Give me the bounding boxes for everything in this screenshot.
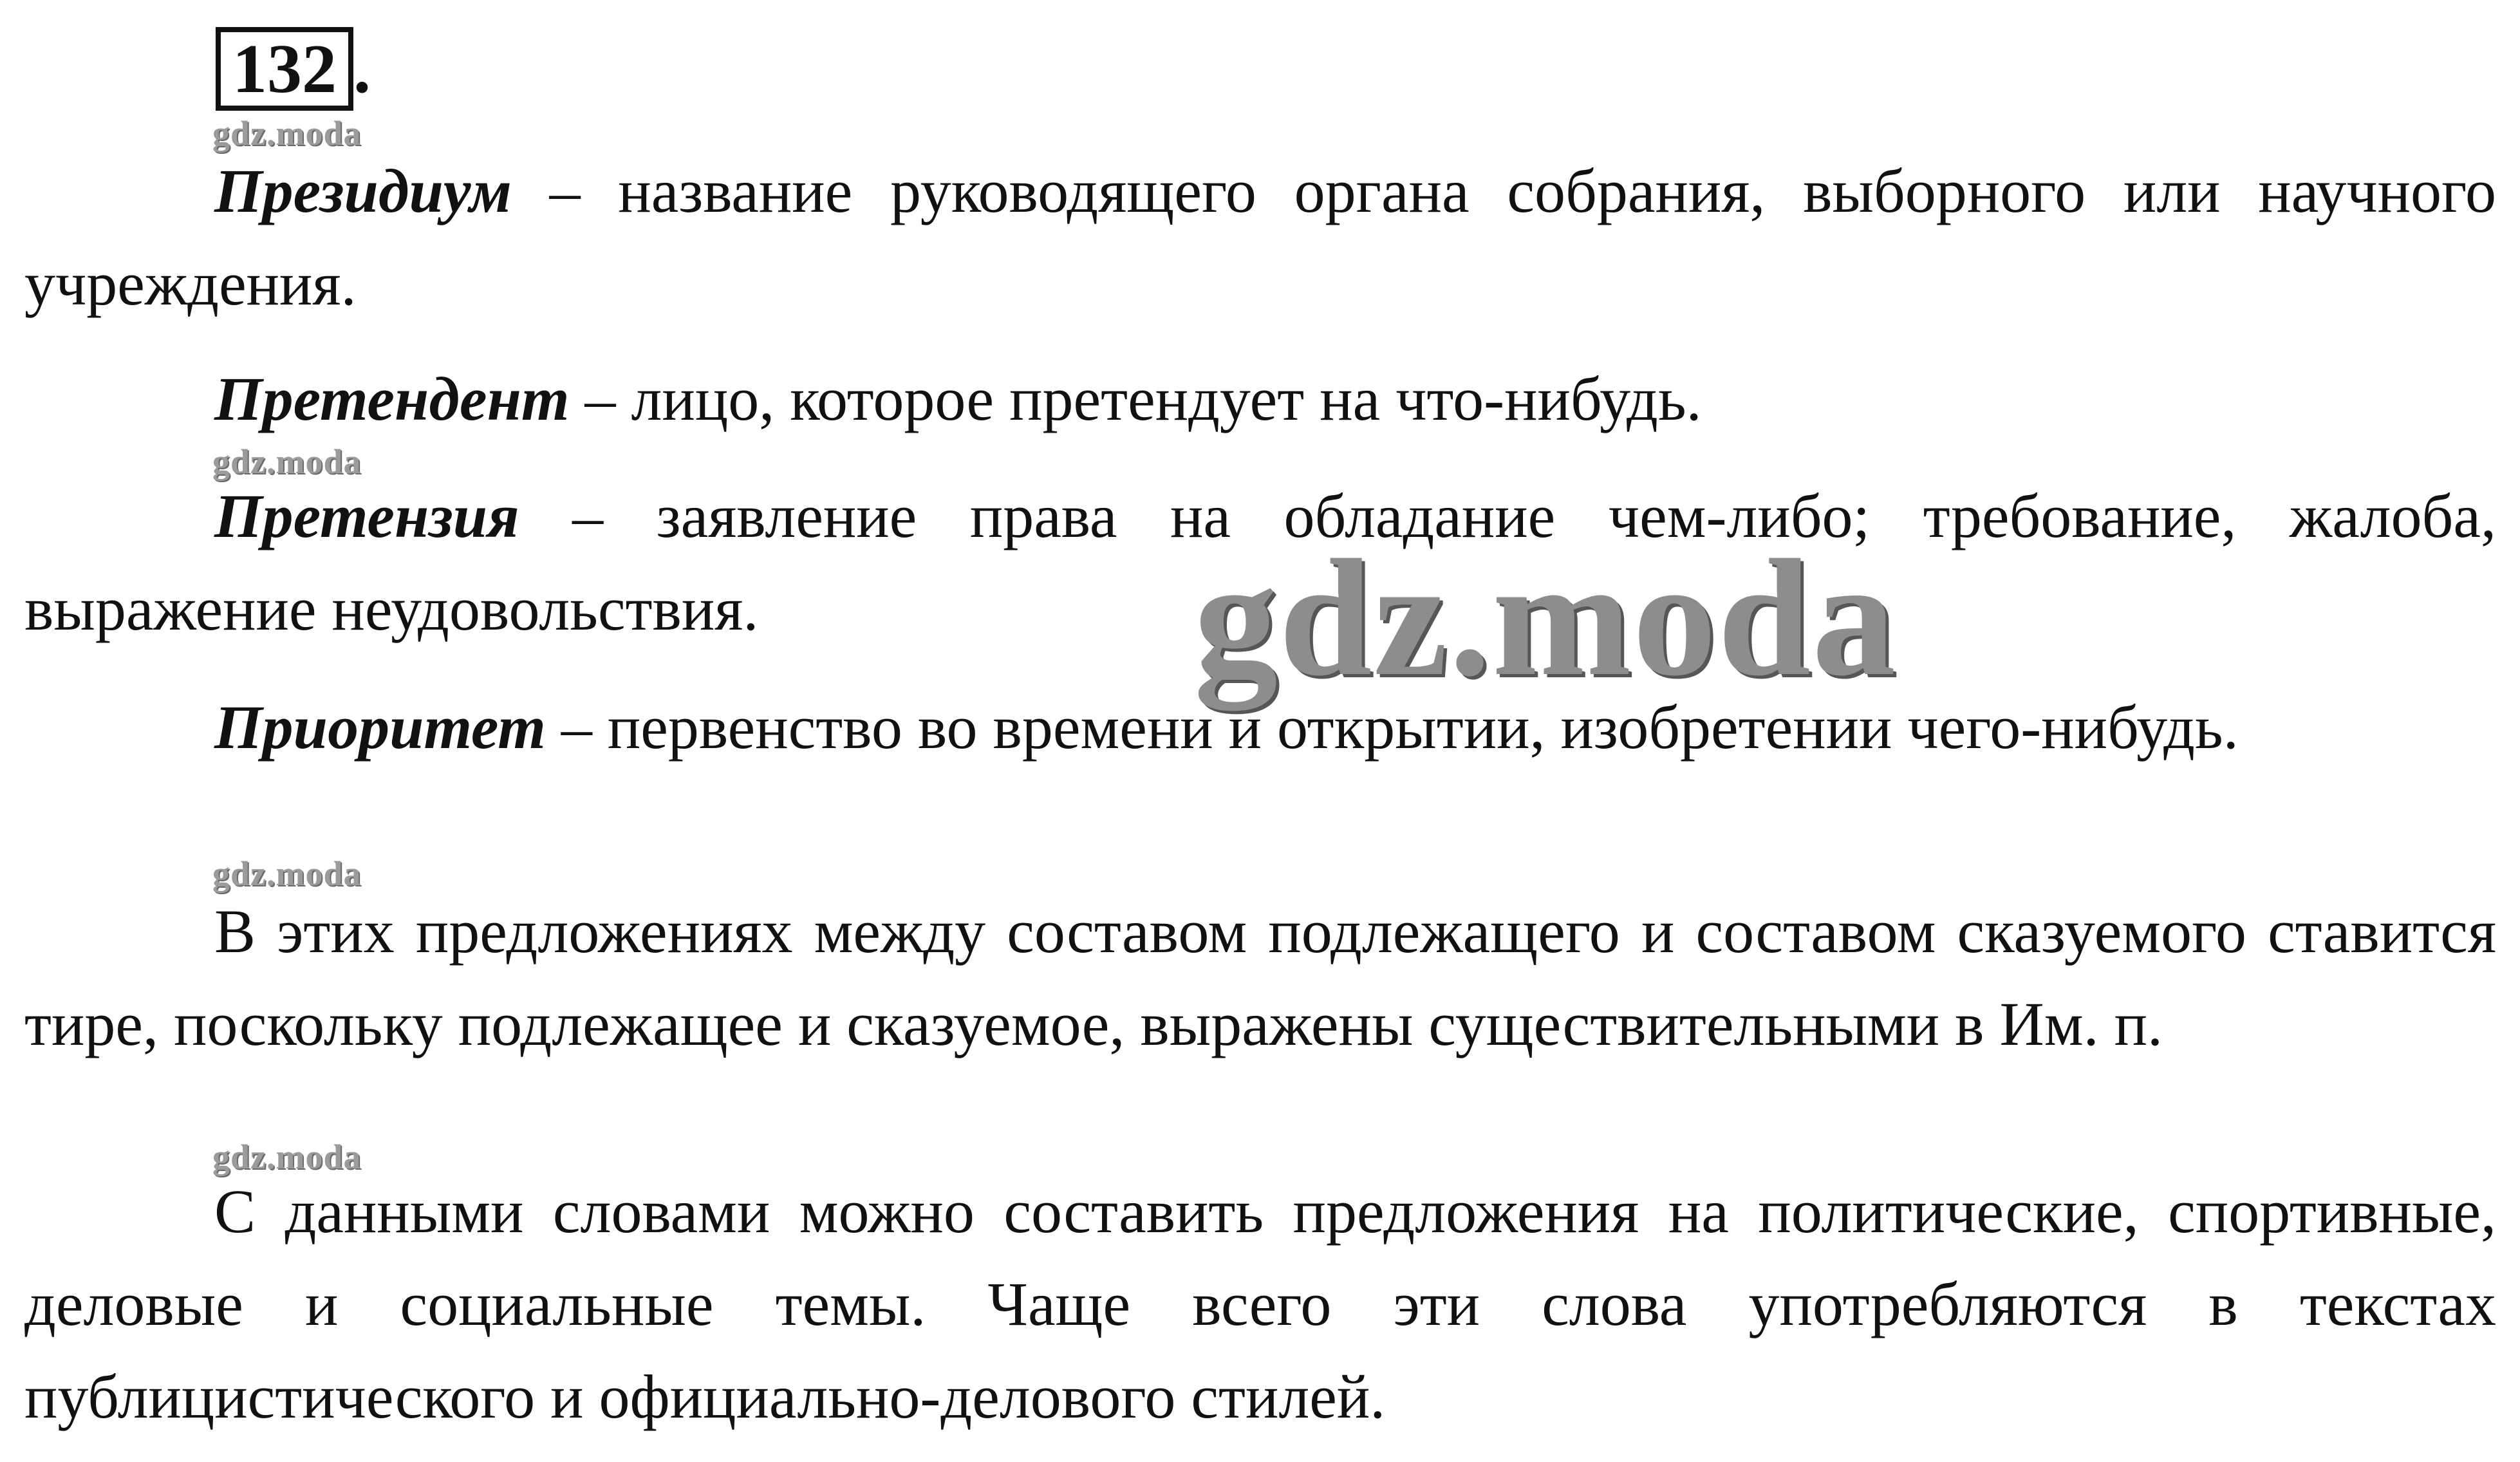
explanation-paragraph [24, 885, 2496, 1071]
definition-text: – лицо, которое претендует на что-нибудь. [569, 364, 1702, 433]
paragraph-text: В этих предложениях между составом подлежащего и составом сказуемого ставится тире, поскольку подлежащее и сказуемое, выражены существительными в Им. п. [24, 897, 2496, 1058]
watermark-logo: gdz.moda [212, 1138, 362, 1176]
exercise-number [216, 27, 371, 111]
definition-text: – название руководящего органа собрания, выборного или научного учреждения. [24, 156, 2496, 318]
watermark-logo: gdz.moda [212, 854, 362, 893]
definition-term: Претендент [214, 364, 570, 433]
watermark-large-logo: gdz.moda [1194, 525, 1898, 711]
definition-presidium [24, 145, 2496, 330]
exercise-number-box: 132 [216, 27, 353, 111]
definition-term: Президиум [214, 156, 512, 225]
paragraph-text: С данными словами можно составить предложения на политические, спортивные, деловые и социальные темы. Чаще всего эти слова употребляются в текстах публицистического и официально-делового стилей. [24, 1177, 2496, 1431]
watermark-logo: gdz.moda [212, 442, 362, 481]
watermark-logo: gdz.moda [212, 114, 362, 153]
usage-paragraph [24, 1165, 2496, 1443]
definition-text: – первенство во времени и открытии, изобретении чего-нибудь. [545, 693, 2239, 762]
definition-term: Претензия [214, 482, 519, 550]
definition-term: Приоритет [214, 693, 546, 762]
exercise-number-dot: . [353, 31, 371, 108]
definition-pretendent [24, 353, 2496, 445]
definition-text: – заявление права на обладание чем-либо; требование, жалоба, выражение неудовольствия. [24, 482, 2496, 643]
